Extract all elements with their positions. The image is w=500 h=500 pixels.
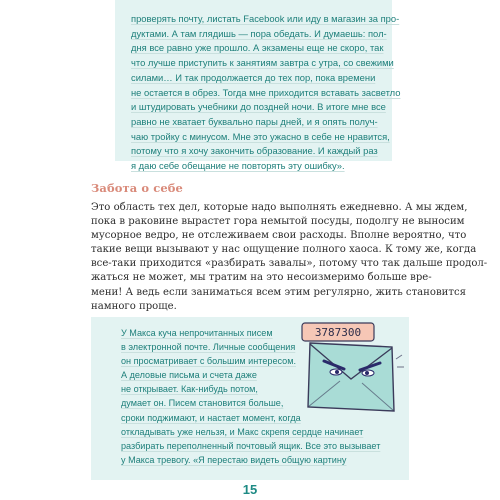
paragraph-line: Это область тех дел, которые надо выполнять ежедневно. А мы ждем, (91, 202, 468, 213)
text-line: У Макса куча непрочитанных писем (121, 328, 273, 338)
paragraph-line: мусорное ведро, не отслеживаем свои расходы. Вполне вероятно, что (91, 230, 467, 242)
text-line: разбирать переполненный почтовый ящик. Все это вызывает (121, 440, 381, 451)
section-heading: Забота о себе (91, 181, 183, 195)
text-line: он просматривает с большим интересом. (121, 356, 296, 367)
text-line: равно не хватает буквально пары дней, и я опять получ- (131, 115, 378, 127)
text-line: не открывает. Как-нибудь потом, (121, 384, 258, 395)
text-line: сроки поджимают, и настает момент, когда (121, 412, 301, 423)
paragraph-line: пока в раковине вырастет гора немытой посуды, подолгу не выносим (91, 216, 465, 228)
text-line: потому что я хочу закончить образование. И каждый раз (131, 145, 378, 157)
text-line: у Макса тревогу. «Я перестаю видеть общую картину (121, 454, 347, 465)
paragraph-line: мени! А ведь если заниматься всем этим регулярно, жить становится (91, 286, 466, 298)
text-line: думает он. Писем становится больше, (121, 398, 284, 409)
paragraph-line: все-таки приходится «разбирать завалы», потому что так дальше продол- (91, 258, 488, 270)
text-line: что лучше приступить к занятиям завтра с утра, со свежими (131, 57, 394, 69)
page-number: 15 (242, 482, 258, 497)
top-sidebar-box (115, 0, 401, 172)
top-box-text (131, 12, 401, 174)
text-line: дуктами. А там глядишь — пора обедать. И думаешь: пол- (131, 27, 387, 39)
text-line: не остается в обрез. Тогда мне приходится вставать засветло (131, 86, 401, 98)
paragraph-line: намного проще. (91, 300, 177, 312)
text-line: силами… И так продолжается до тех пор, пока времени (131, 71, 376, 83)
text-line: А деловые письма и счета даже (121, 370, 257, 381)
text-line: я даю себе обещание не повторять эту ошибку». (131, 160, 345, 172)
text-line: чаю тройку с минусом. Мне это ужасно в себе не нравится, (131, 130, 390, 142)
paragraph-line: жаться не может, мы тратим на это несоизмеримо больше вре- (91, 272, 432, 284)
paragraph-line: такие вещи вызывают у нас ощущение полного хаоса. К тому же, когда (91, 244, 477, 256)
text-line: дня все равно уже прошло. А экзамены еще не скоро, так (131, 42, 384, 54)
text-line: откладывать уже нельзя, и Макс скрепя сердце начинает (121, 426, 364, 437)
counter-text: 3787300 (314, 326, 362, 339)
text-line: и штудировать учебники до поздней ночи. В итоге мне все (131, 101, 386, 113)
body-paragraph (91, 201, 488, 314)
text-line: в электронной почте. Личные сообщения (121, 342, 296, 353)
angry-envelope-icon (296, 319, 409, 423)
text-line: проверять почту, листать Facebook или иду в магазин за про- (131, 13, 400, 24)
unread-counter-badge (302, 323, 374, 341)
